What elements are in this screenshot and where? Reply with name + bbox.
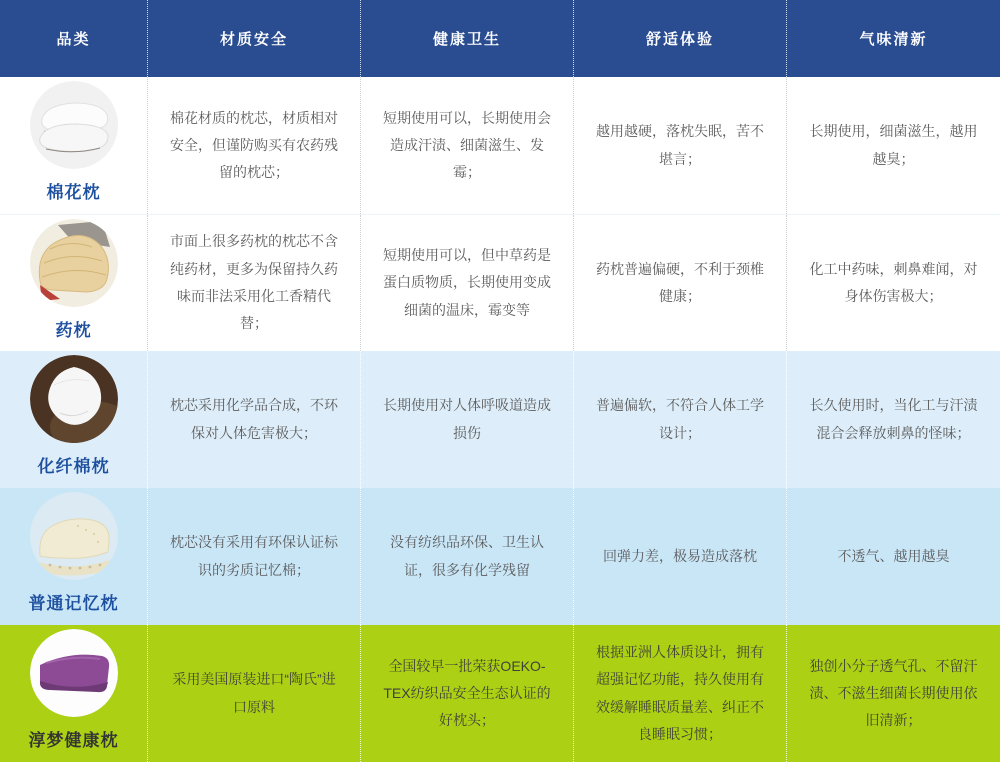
fiber-pillow-image [30,355,118,443]
table-row-memory-foam [0,488,1000,625]
header-cell-material-safety: 材质安全 [148,0,361,77]
table-cell: 棉花材质的枕芯，材质相对安全，但谨防购买有农药残留的枕芯； [148,77,361,214]
category-label: 普通记忆枕 [28,594,119,614]
table-cell: 短期使用可以，长期使用会造成汗渍、细菌滋生、发霉； [361,77,574,214]
table-cell: 枕芯没有采用有环保认证标识的劣质记忆棉； [148,488,361,625]
table-cell: 采用美国原装进口“陶氏”进口原料 [148,625,361,762]
category-cell [0,77,148,214]
category-cell [0,625,148,762]
table-row-fiber [0,351,1000,488]
category-cell [0,351,148,488]
memory-foam-pillow-image [30,492,118,580]
table-cell: 药枕普遍偏硬，不利于颈椎健康； [574,215,787,351]
table-cell: 不透气、越用越臭 [837,547,950,564]
table-cell: 长期使用对人体呼吸道造成损伤 [361,351,574,488]
table-cell: 长久使用时，当化工与汗渍混合会释放刺鼻的怪味； [809,397,978,441]
cotton-pillow-image [30,81,118,169]
table-cell: 枕芯采用化学品合成，不环保对人体危害极大； [148,351,361,488]
category-label: 棉花枕 [46,183,101,203]
table-row-cotton [0,77,1000,214]
table-cell: 普遍偏软，不符合人体工学设计； [574,351,787,488]
category-label: 药枕 [55,320,92,340]
table-cell: 回弹力差，极易造成落枕 [574,488,787,625]
table-cell: 化工中药味，刺鼻难闻，对身体伤害极大； [809,260,978,304]
table-cell: 短期使用可以，但中草药是蛋白质物质，长期使用变成细菌的温床，霉变等 [361,215,574,351]
herbal-pillow-image [30,219,118,307]
health-pillow-image [30,629,118,717]
header-cell-comfort: 舒适体验 [574,0,787,77]
table-cell: 没有纺织品环保、卫生认证，很多有化学残留 [361,488,574,625]
header-cell-health-hygiene: 健康卫生 [361,0,574,77]
table-cell: 越用越硬，落枕失眠，苦不堪言； [574,77,787,214]
header-cell-fresh-smell: 气味清新 [859,31,928,48]
table-cell: 全国较早一批荣获OEKO-TEX纺织品安全生态认证的好枕头； [361,625,574,762]
category-label: 淳梦健康枕 [28,731,119,751]
category-label: 化纤棉枕 [37,457,110,477]
table-row-herbal [0,214,1000,351]
table-cell: 根据亚洲人体质设计，拥有超强记忆功能，持久使用有效缓解睡眠质量差、纠正不良睡眠习惯； [574,625,787,762]
table-row-health [0,625,1000,762]
header-cell-category: 品类 [0,0,148,77]
table-cell: 独创小分子透气孔、不留汗渍、不滋生细菌长期使用依旧清新； [809,657,978,729]
table-cell: 长期使用，细菌滋生，越用越臭； [809,123,978,167]
category-cell [0,215,148,351]
category-cell [0,488,148,625]
table-header-row [0,0,1000,77]
table-cell: 市面上很多药枕的枕芯不含纯药材，更多为保留持久药味而非法采用化工香精代替； [148,215,361,351]
